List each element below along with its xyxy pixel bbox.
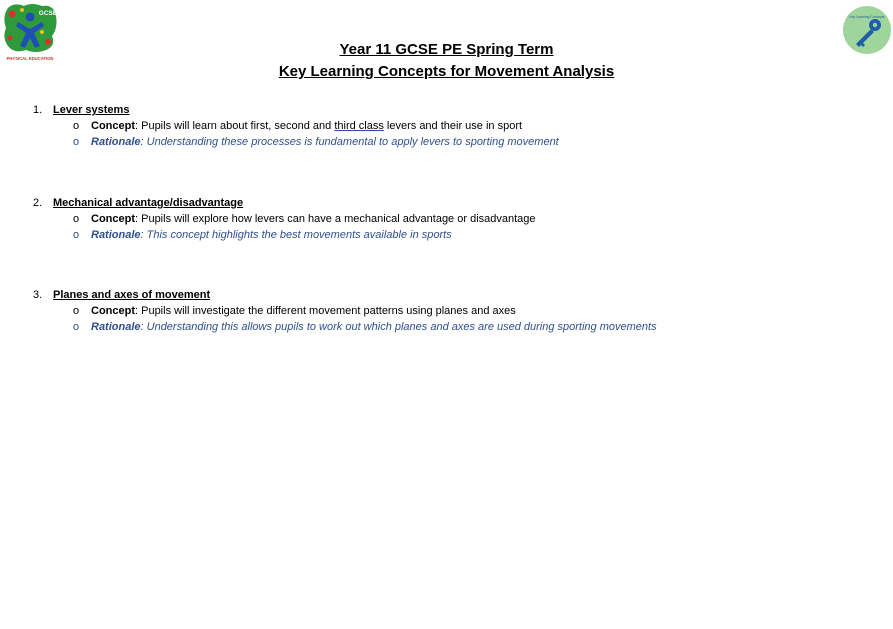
bullet-icon: o: [73, 136, 80, 148]
section-heading: Planes and axes of movement: [53, 289, 211, 301]
page-title: Year 11 GCSE PE Spring Term: [339, 41, 554, 58]
concept-label: Concept: [91, 120, 135, 132]
concept-text: : Pupils will learn about first, second and: [135, 120, 335, 132]
rationale-label: Rationale: [91, 229, 141, 241]
bullet-icon: o: [73, 229, 80, 241]
section-number: 1.: [33, 104, 43, 116]
section-lever-systems: [0, 104, 893, 152]
concept-text: : Pupils will investigate the different movement patterns using planes and axes: [135, 305, 516, 317]
concept-item: [0, 305, 893, 321]
section-mechanical-advantage: [0, 197, 893, 245]
bullet-icon: o: [73, 321, 80, 333]
rationale-label: Rationale: [91, 321, 141, 333]
concept-label: Concept: [91, 213, 135, 225]
section-number: 3.: [33, 289, 43, 301]
bullet-icon: o: [73, 213, 80, 225]
logo-pe-text: PHYSICAL EDUCATION: [6, 56, 54, 61]
concept-text: : Pupils will explore how levers can have a mechanical advantage or disadvantage: [135, 213, 536, 225]
section-heading: Lever systems: [53, 104, 130, 116]
rationale-text: : Understanding this allows pupils to work out which planes and axes are used during sporting movements: [140, 321, 657, 333]
rationale-item: [0, 229, 893, 245]
rationale-item: [0, 321, 893, 337]
page-subtitle: Key Learning Concepts for Movement Analysis: [278, 63, 615, 80]
concept-label: Concept: [91, 305, 135, 317]
concept-item: [0, 120, 893, 136]
section-heading: Mechanical advantage/disadvantage: [53, 197, 244, 209]
bullet-icon: o: [73, 120, 80, 132]
title-block: [0, 39, 893, 83]
rationale-text: : Understanding these processes is fundamental to apply levers to sporting movement: [140, 136, 559, 148]
concept-text-underlined: third class: [334, 120, 384, 132]
rationale-label: Rationale: [91, 136, 141, 148]
section-planes-and-axes: [0, 289, 893, 337]
bullet-icon: o: [73, 305, 80, 317]
section-number: 2.: [33, 197, 43, 209]
logo-right-text: Key Learning Concepts: [849, 15, 885, 19]
concept-text-end: levers and their use in sport: [383, 120, 523, 132]
rationale-item: [0, 136, 893, 152]
logo-gcse-text: GCSE: [38, 10, 58, 17]
rationale-text: : This concept highlights the best movements available in sports: [140, 229, 452, 241]
concept-item: [0, 213, 893, 229]
